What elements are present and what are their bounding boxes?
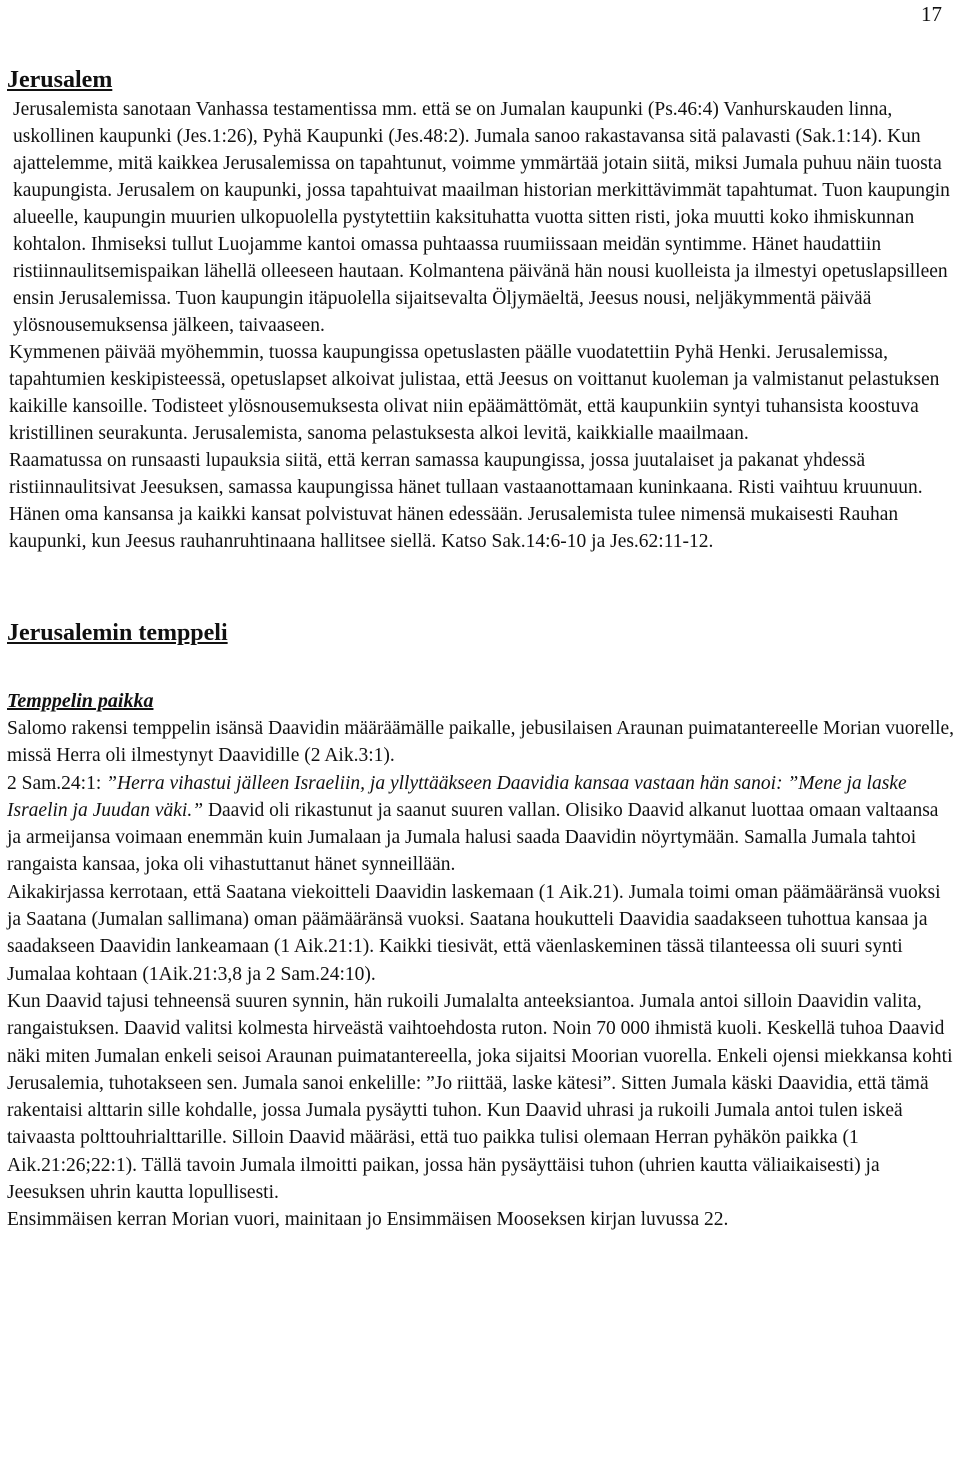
quote-reference: 2 Sam.24:1: — [7, 772, 107, 794]
quote-continuation: Daavid oli rikastunut ja saanut suuren vallan. Olisiko Daavid alkanut luottaa omaan valtaansa ja armeijansa voimaan enemmän kuin Jumalaan ja Jumala halusi saada Daavidin nöyrtymään. Samalla Jumala tahtoi rangaista kansaa, joka oli vihastuttanut hänet synneillään. — [7, 799, 939, 876]
subsection-title-temple-site: Temppelin paikka — [7, 690, 154, 712]
paragraph: Salomo rakensi temppelin isänsä Daavidin määräämälle paikalle, jebusilaisen Araunan puimatantereelle Morian vuorelle, missä Herra oli ilmestynyt Daavidille (2 Aik.3:1). — [7, 718, 955, 767]
document-page — [7, 64, 955, 1234]
section-jerusalem — [7, 64, 955, 555]
quote-paragraph — [7, 770, 955, 879]
section-title-jerusalem: Jerusalem — [7, 67, 113, 93]
paragraph: Aikakirjassa kerrotaan, että Saatana viekoitteli Daavidin laskemaan (1 Aik.21). Jumala toimi oman päämääränsä vuoksi ja Saatana (Jumalan sallimana) oman päämääränsä vuoksi. Saatana houkutteli Daavidia saadakseen tuhottua kansaa ja saadakseen Daavidin lankeamaan (1 Aik.21:1). Kaikki tiesivät, että väenlaskeminen tässä tilanteessa oli suuri synti Jumalaa kohtaan (1Aik.21:3,8 ja 2 Sam.24:10). — [7, 881, 941, 985]
paragraph: Ensimmäisen kerran Morian vuori, mainitaan jo Ensimmäisen Mooseksen kirjan luvussa 22. — [7, 1209, 729, 1231]
section-title-temple: Jerusalemin temppeli — [7, 620, 228, 646]
page-number: 17 — [921, 2, 942, 26]
paragraph: Kun Daavid tajusi tehneensä suuren synnin, hän rukoili Jumalalta anteeksiantoa. Jumala antoi silloin Daavidin valita, rangaistuksen. Daavid valitsi kolmesta hirveästä vaihtoehdosta ruton. Noin 70 000 ihmistä kuoli. Keskellä tuhoa Daavid näki miten Jumalan enkeli seisoi Araunan puimatantereella, joka sijaitsi Moorian vuorella. Enkeli ojensi miekkansa kohti Jerusalemia, tuhotakseen sen. Jumala sanoi enkelille: ”Jo riittää, laske kätesi”. Sitten Jumala käski Daavidia, että tämä rakentaisi alttarin sille kohdalle, jossa Jumala pysäytti tuhon. Kun Daavid uhrasi ja rukoili Jumala antoi tulen iskeä taivaasta polttouhrialttarille. Silloin Daavid määräsi, että tuo paikka tulisi olemaan Herran pyhäkön paikka (1 Aik.21:26;22:1). Tällä tavoin Jumala ilmoitti paikan, jossa hän pysäyttäisi tuhon (uhrien kautta väliaikaisesti) ja Jeesuksen uhrin kautta lopullisesti. — [7, 990, 953, 1204]
section-temple — [7, 617, 955, 1234]
paragraph: Jerusalemista sanotaan Vanhassa testamentissa mm. että se on Jumalan kaupunki (Ps.46:4) Vanhurskauden linna, uskollinen kaupunki (Jes.1:26), Pyhä Kaupunki (Jes.48:2). Jumala sanoo rakastavansa sitä palavasti (Sak.1:14). Kun ajattelemme, mitä kaikkea Jerusalemissa on tapahtunut, voimme ymmärtää jotain siitä, miksi Jumala puhuu näin tuosta kaupungista. Jerusalem on kaupunki, jossa tapahtuivat maailman historian merkittävimmät tapahtumat. Tuon kaupungin alueelle, kaupungin muurien ulkopuolella pystytettiin kaksituhatta vuotta sitten risti, joka muutti koko ihmiskunnan kohtalon. Ihmiseksi tullut Luojamme kantoi omassa puhtaassa ruumiissaan meidän syntimme. Hänet haudattiin ristiinnaulitsemispaikan lähellä olleeseen hautaan. Kolmantena päivänä hän nousi kuolleista ja ilmestyi opetuslapsilleen ensin Jerusalemissa. Tuon kaupungin itäpuolella sijaitsevalta Öljymäeltä, Jeesus nousi, neljäkymmentä päivää ylösnousemuksensa jälkeen, taivaaseen. — [13, 99, 950, 336]
bible-quote: ”Herra vihastui jälleen Israeliin, ja yllyttääkseen Daavidia kansaa vastaan hän sanoi: ”Mene ja laske Israelin ja Juudan väki.” — [7, 772, 907, 821]
paragraph: Kymmenen päivää myöhemmin, tuossa kaupungissa opetuslasten päälle vuodatettiin Pyhä Henki. Jerusalemissa, tapahtumien keskipisteessä, opetuslapset alkoivat julistaa, että Jeesus on voittanut kuoleman ja valmistanut pelastuksen kaikille kansoille. Todisteet ylösnousemuksesta olivat niin epäämättömät, että kaupunkiin syntyi tuhansista koostuva kristillinen seurakunta. Jerusalemista, sanoma pelastuksesta alkoi levitä, kaikkialle maailmaan. — [9, 342, 940, 444]
paragraph: Raamatussa on runsaasti lupauksia siitä, että kerran samassa kaupungissa, jossa juutalaiset ja pakanat yhdessä ristiinnaulitsivat Jeesuksen, samassa kaupungissa hänet tullaan vastaanottamaan kuninkaana. Risti vaihtuu kruunuun. Hänen oma kansansa ja kaikki kansat polvistuvat hänen edessään. Jerusalemista tulee nimensä mukaisesti Rauhan kaupunki, kun Jeesus rauhanruhtinaana hallitsee siellä. Katso Sak.14:6-10 ja Jes.62:11-12. — [9, 450, 923, 552]
